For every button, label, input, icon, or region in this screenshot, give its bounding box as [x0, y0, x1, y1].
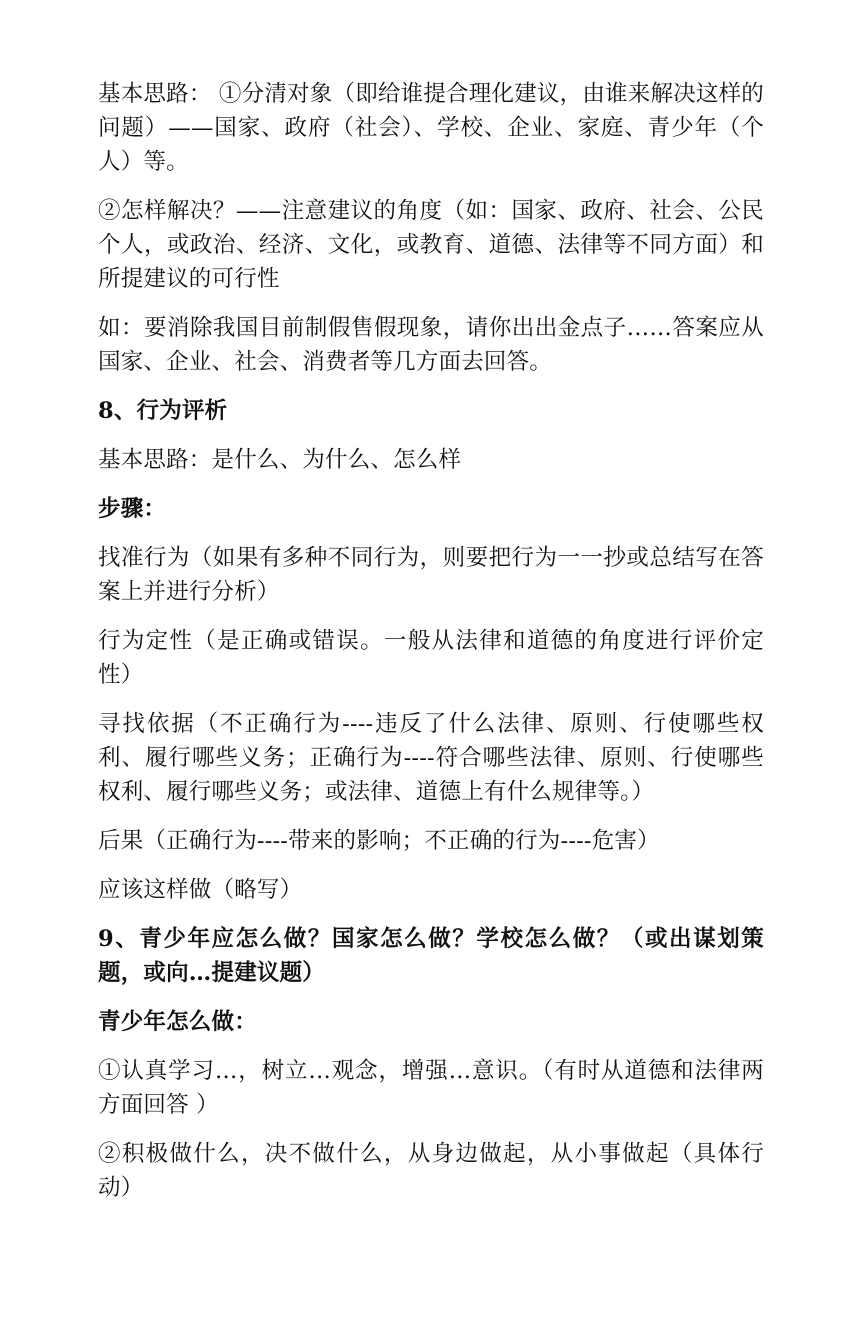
paragraph-basic-approach: 基本思路： ①分清对象（即给谁提合理化建议，由谁来解决这样的问题）——国家、政府（社会）、学校、企业、家庭、青少年（个人）等。 [98, 81, 764, 175]
document-page [98, 77, 764, 1220]
heading-what-to-do: 9、青少年应怎么做？国家怎么做？学校怎么做？（或出谋划策题，或向…提建议题） [98, 926, 764, 986]
paragraph-youth-point-2: ②积极做什么，决不做什么，从身边做起，从小事做起（具体行动） [98, 1141, 764, 1201]
paragraph-step-characterize: 行为定性（是正确或错误。一般从法律和道德的角度进行评价定性） [98, 628, 764, 688]
paragraph-basic-approach-2: 基本思路：是什么、为什么、怎么样 [98, 447, 462, 473]
paragraph-step-consequence: 后果（正确行为----带来的影响；不正确的行为----危害） [98, 828, 660, 854]
paragraph-step-find-behavior: 找准行为（如果有多种不同行为，则要把行为一一抄或总结写在答案上并进行分析） [98, 545, 764, 605]
paragraph-step-should-do: 应该这样做（略写） [98, 877, 303, 903]
paragraph-example: 如：要消除我国目前制假售假现象，请你出出金点子……答案应从国家、企业、社会、消费者等几方面去回答。 [98, 315, 764, 375]
paragraph-how-to-solve: ②怎样解决？——注意建议的角度（如：国家、政府、社会、公民个人，或政治、经济、文化，或教育、道德、法律等不同方面）和所提建议的可行性 [98, 198, 764, 292]
paragraph-youth-point-1: ①认真学习…，树立…观念，增强…意识。（有时从道德和法律两方面回答 ） [98, 1058, 764, 1118]
heading-youth-what-to-do: 青少年怎么做： [98, 1009, 257, 1035]
heading-steps: 步骤： [98, 496, 167, 522]
heading-behavior-analysis: 8、行为评析 [98, 398, 228, 424]
paragraph-step-find-basis: 寻找依据（不正确行为----违反了什么法律、原则、行使哪些权利、履行哪些义务；正确行为----符合哪些法律、原则、行使哪些权利、履行哪些义务；或法律、道德上有什么规律等。） [98, 711, 764, 805]
